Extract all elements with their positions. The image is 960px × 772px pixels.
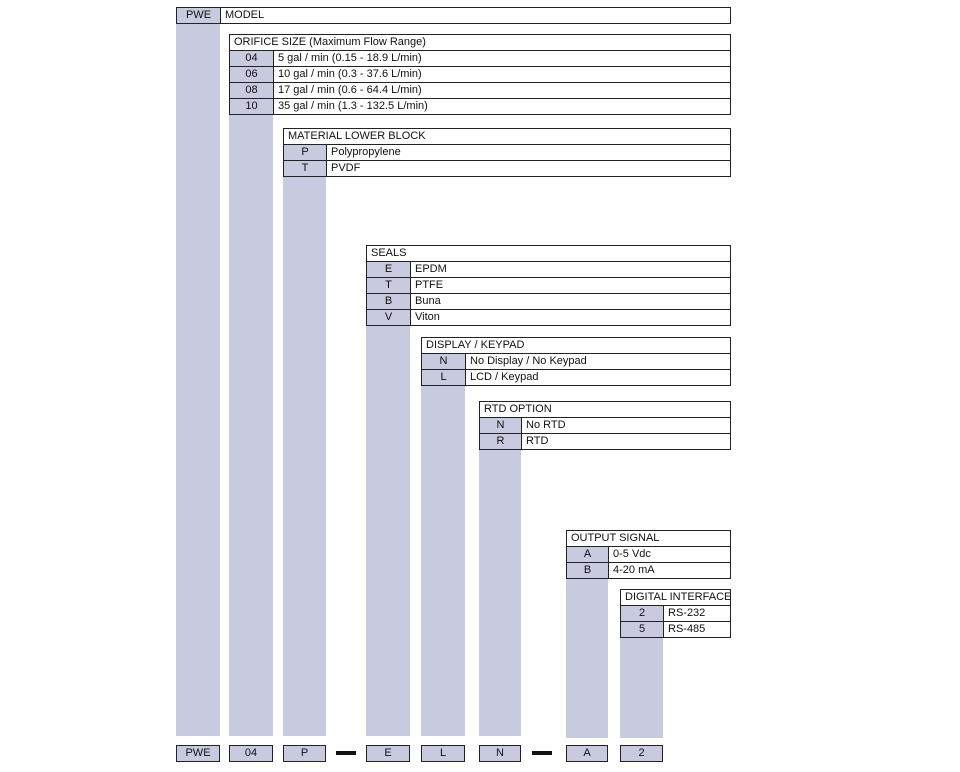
seals-option-row [366,293,731,310]
output-option-code: B [567,563,609,578]
orifice-option-code: 10 [230,99,274,114]
seals-option-desc: Buna [411,294,730,309]
part-number-prefix: PWE [176,745,220,762]
column-rtd [479,416,521,736]
rtd-option-desc: RTD [522,434,730,449]
material-option-code: P [284,145,327,160]
display-option-desc: LCD / Keypad [466,370,730,385]
digital-option-code: 2 [621,606,664,621]
rtd-option-code: N [480,418,522,433]
orifice-option-code: 04 [230,51,274,66]
part-number-seals: E [366,745,410,762]
digital-option-row [620,605,731,622]
rtd-option-row [479,433,731,450]
digital-title: DIGITAL INTERFACE [620,589,731,606]
orifice-option-row [229,82,731,99]
material-option-row [283,160,731,177]
material-option-desc: Polypropylene [327,145,730,160]
output-title: OUTPUT SIGNAL [566,530,731,547]
part-number-rtd: N [479,745,521,762]
part-number-display: L [421,745,465,762]
material-title: MATERIAL LOWER BLOCK [283,128,731,145]
part-number-orifice: 04 [229,745,273,762]
model-header [176,7,731,24]
orifice-title: ORIFICE SIZE (Maximum Flow Range) [229,34,731,51]
display-option-code: L [422,370,466,385]
digital-option-desc: RS-232 [664,606,730,621]
orifice-option-code: 08 [230,83,274,98]
seals-option-row [366,261,731,278]
seals-option-code: B [367,294,411,309]
material-option-desc: PVDF [327,161,730,176]
rtd-option-code: R [480,434,522,449]
orifice-option-desc: 35 gal / min (1.3 - 132.5 L/min) [274,99,730,114]
digital-option-row [620,621,731,638]
seals-option-code: E [367,262,411,277]
seals-title: SEALS [366,245,731,262]
seals-option-row [366,309,731,326]
material-option-row [283,144,731,161]
orifice-option-desc: 5 gal / min (0.15 - 18.9 L/min) [274,51,730,66]
part-number-output: A [566,745,608,762]
orifice-option-desc: 17 gal / min (0.6 - 64.4 L/min) [274,83,730,98]
output-option-desc: 4-20 mA [609,563,730,578]
seals-option-row [366,277,731,294]
seals-option-desc: EPDM [411,262,730,277]
orifice-option-row [229,66,731,83]
column-model [176,24,220,736]
display-title: DISPLAY / KEYPAD [421,337,731,354]
output-option-row [566,562,731,579]
column-display [421,352,465,736]
seals-option-code: V [367,310,411,325]
digital-option-desc: RS-485 [664,622,730,637]
seals-option-desc: Viton [411,310,730,325]
display-option-row [421,369,731,386]
model-prefix-code: PWE [177,8,221,23]
rtd-option-desc: No RTD [522,418,730,433]
part-number-separator [532,751,552,755]
part-number-separator [336,751,356,755]
column-orifice [229,50,273,736]
output-option-desc: 0-5 Vdc [609,547,730,562]
orifice-option-row [229,98,731,115]
part-number-digital: 2 [620,745,663,762]
column-seals [366,261,410,736]
orifice-option-desc: 10 gal / min (0.3 - 37.6 L/min) [274,67,730,82]
orifice-option-code: 06 [230,67,274,82]
output-option-code: A [567,547,609,562]
seals-option-desc: PTFE [411,278,730,293]
part-number-material: P [283,745,326,762]
seals-option-code: T [367,278,411,293]
digital-option-code: 5 [621,622,664,637]
display-option-code: N [422,354,466,369]
orifice-option-row [229,50,731,67]
model-label: MODEL [221,8,730,23]
rtd-title: RTD OPTION [479,401,731,418]
display-option-desc: No Display / No Keypad [466,354,730,369]
material-option-code: T [284,161,327,176]
column-material [283,144,326,736]
output-option-row [566,546,731,563]
rtd-option-row [479,417,731,434]
display-option-row [421,353,731,370]
